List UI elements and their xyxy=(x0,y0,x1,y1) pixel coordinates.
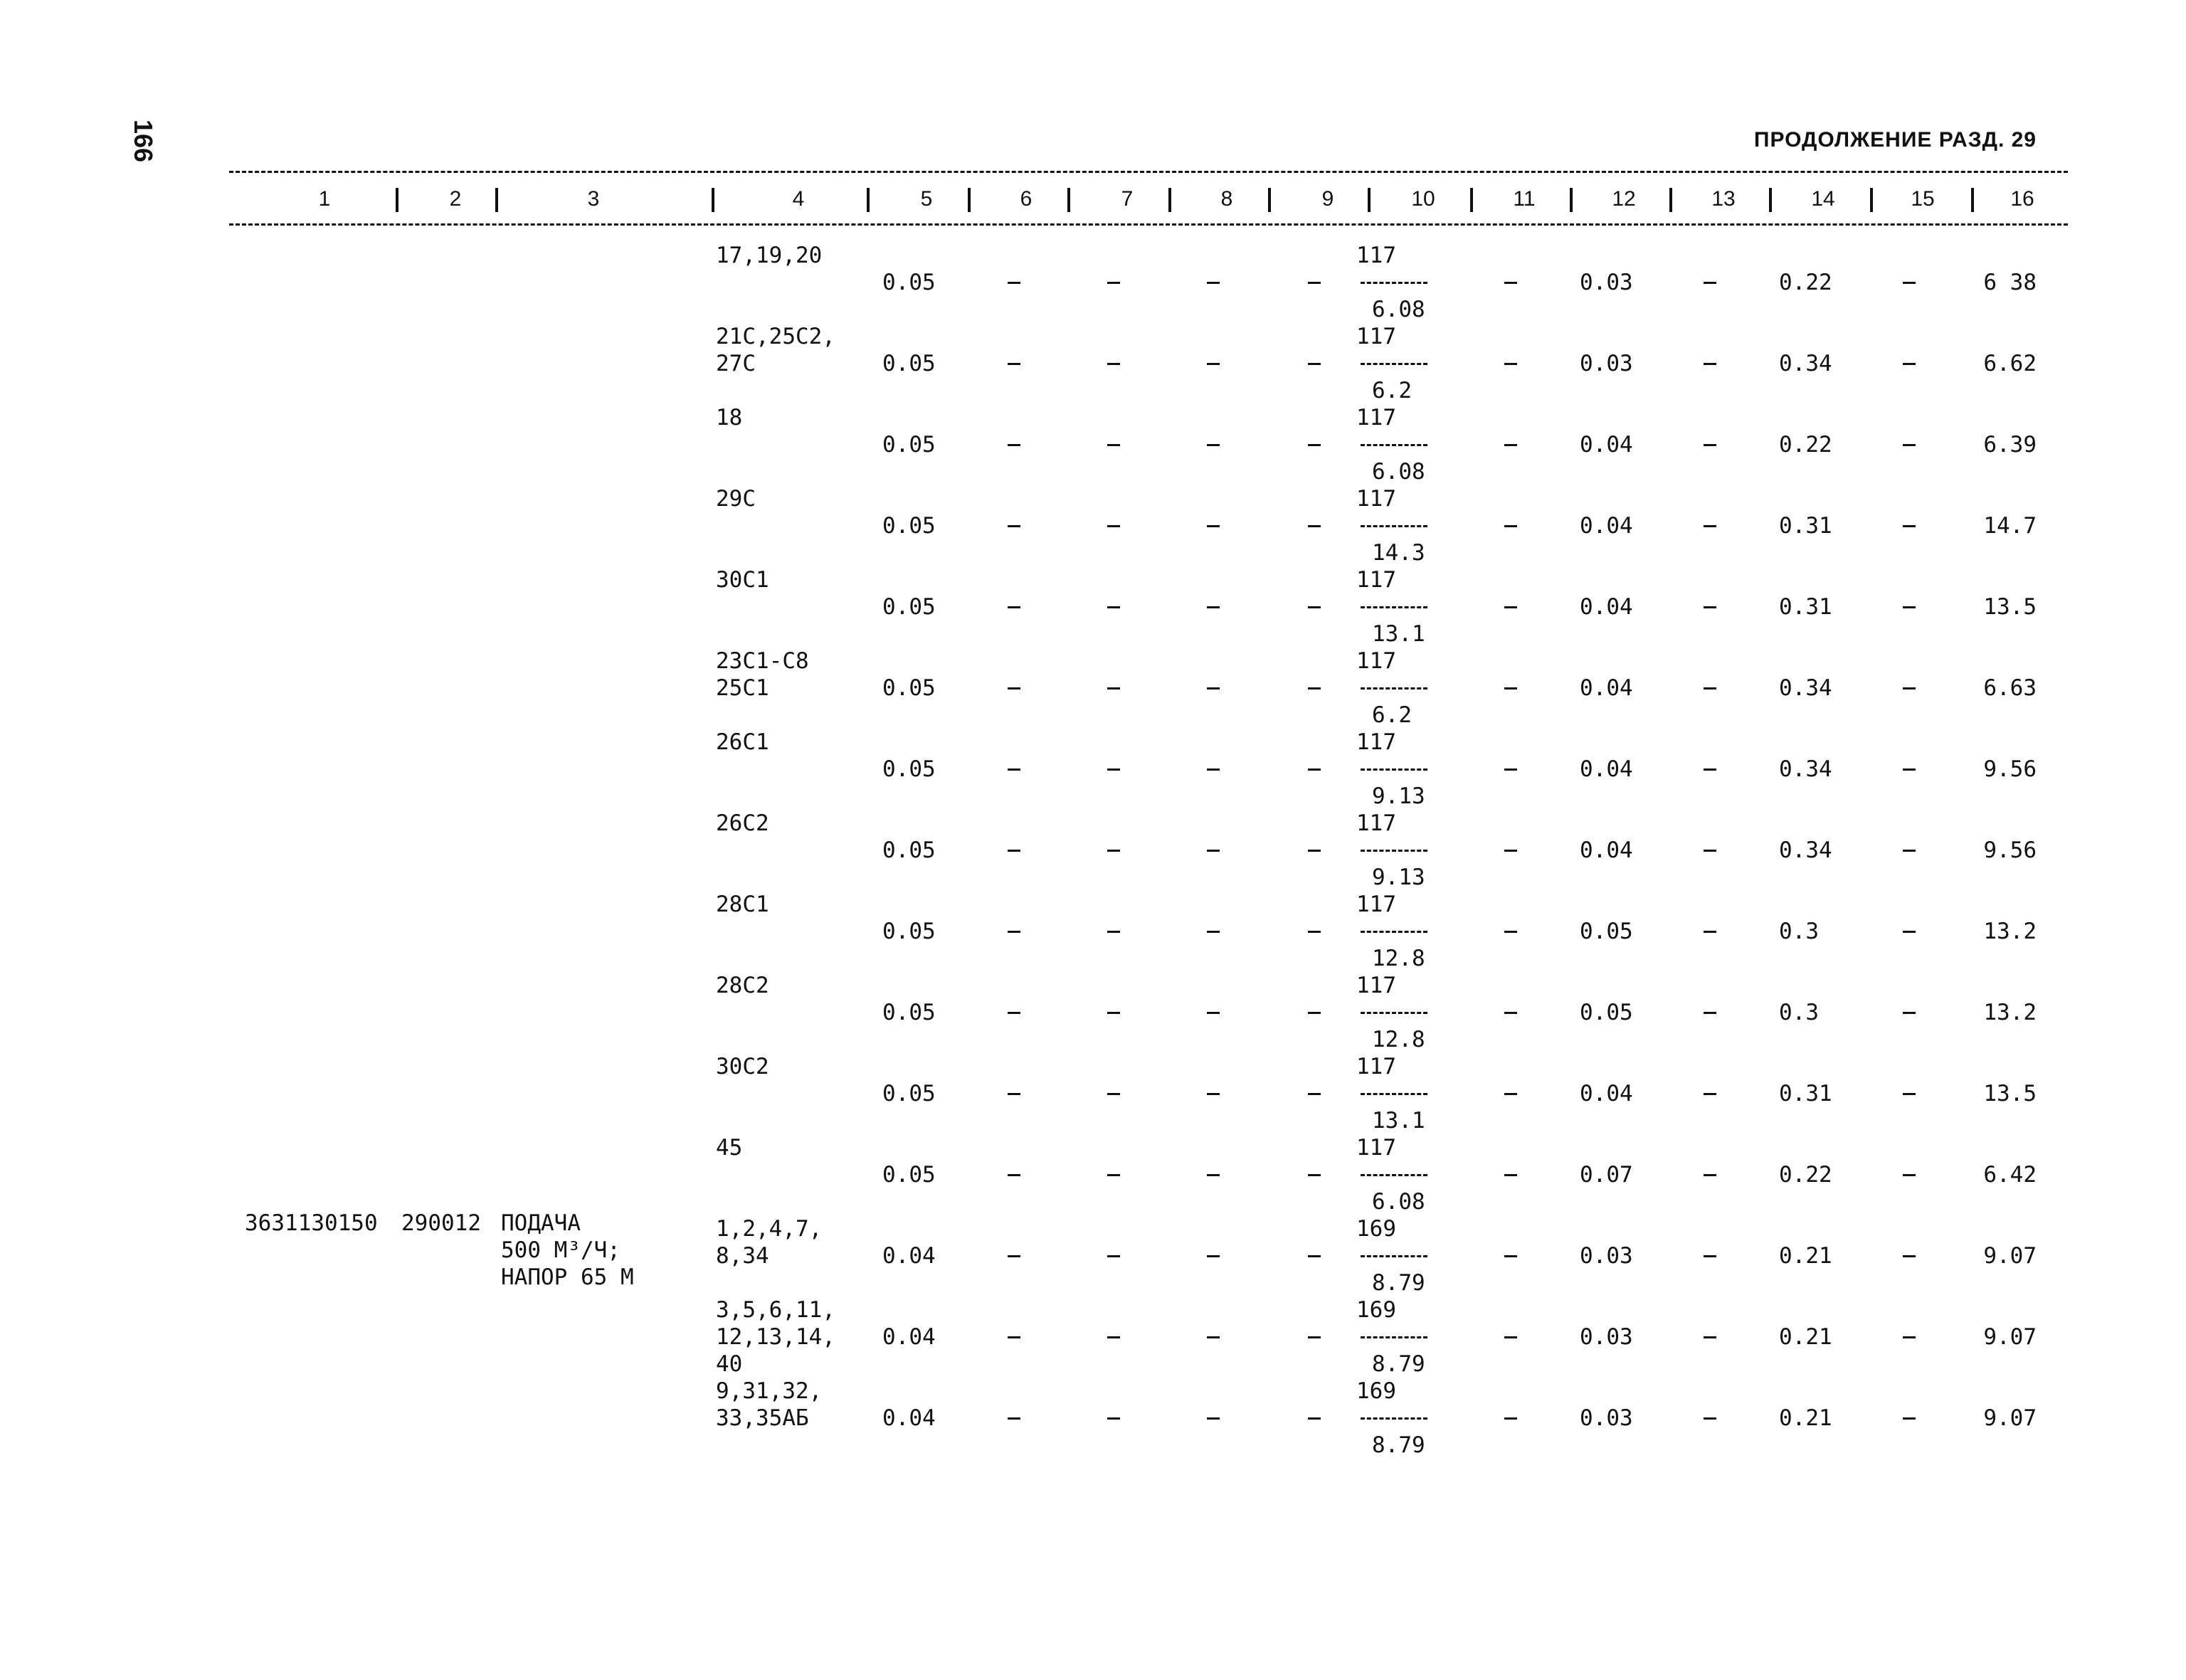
cell-col-5: 0.05 xyxy=(882,270,936,295)
cell-col-16: 13.5 xyxy=(1983,1081,2037,1106)
empty-value-dash xyxy=(1207,931,1220,933)
empty-value-dash xyxy=(1207,1417,1220,1420)
table-row xyxy=(0,404,2186,485)
cell-col-10-numerator: 117 xyxy=(1356,648,1396,674)
empty-value-dash xyxy=(1008,1336,1020,1338)
cell-col-10-denominator: 12.8 xyxy=(1372,1027,1425,1052)
row-label: 28С2 xyxy=(716,973,769,998)
cell-col-10-denominator: 6.08 xyxy=(1372,297,1425,322)
cell-col-12: 0.03 xyxy=(1580,1324,1633,1350)
cell-col-14: 0.34 xyxy=(1779,351,1832,376)
cell-col-10-numerator: 117 xyxy=(1356,324,1396,349)
cell-col-10-denominator: 8.79 xyxy=(1372,1270,1425,1296)
cell-col-12: 0.03 xyxy=(1580,1405,1633,1431)
cell-col-10-numerator: 169 xyxy=(1356,1378,1396,1404)
cell-col-5: 0.05 xyxy=(882,351,936,376)
empty-value-dash xyxy=(1504,850,1517,852)
row-label: 30С1 xyxy=(716,567,769,593)
fraction-bar xyxy=(1361,1174,1427,1176)
cell-col-12: 0.04 xyxy=(1580,1081,1633,1106)
fraction-bar xyxy=(1361,444,1427,446)
cell-col-16: 9.56 xyxy=(1983,838,2037,863)
empty-value-dash xyxy=(1504,606,1517,608)
cell-col-12: 0.04 xyxy=(1580,838,1633,863)
row-label: 26С1 xyxy=(716,729,769,755)
empty-value-dash xyxy=(1704,687,1716,690)
empty-value-dash xyxy=(1008,444,1020,446)
empty-value-dash xyxy=(1008,1417,1020,1420)
cell-col-10-numerator: 117 xyxy=(1356,892,1396,917)
table-row xyxy=(0,729,2186,810)
column-separator xyxy=(495,188,498,212)
fraction-bar xyxy=(1361,850,1427,852)
empty-value-dash xyxy=(1704,1174,1716,1176)
column-header-11: 11 xyxy=(1513,187,1536,211)
column-separator xyxy=(968,188,971,212)
empty-value-dash xyxy=(1308,768,1321,771)
empty-value-dash xyxy=(1008,1255,1020,1257)
empty-value-dash xyxy=(1704,282,1716,284)
column-header-8: 8 xyxy=(1220,187,1233,211)
column-header-9: 9 xyxy=(1321,187,1334,211)
empty-value-dash xyxy=(1504,768,1517,771)
empty-value-dash xyxy=(1308,1336,1321,1338)
row-label: 30С2 xyxy=(716,1054,769,1079)
empty-value-dash xyxy=(1308,525,1321,527)
cell-col-10-denominator: 8.79 xyxy=(1372,1351,1425,1377)
empty-value-dash xyxy=(1207,444,1220,446)
fraction-bar xyxy=(1361,282,1427,284)
cell-col-16: 6.39 xyxy=(1983,432,2037,458)
cell-col-14: 0.3 xyxy=(1779,919,1819,944)
empty-value-dash xyxy=(1308,1012,1321,1014)
column-header-7: 7 xyxy=(1121,187,1134,211)
cell-col-14: 0.31 xyxy=(1779,1081,1832,1106)
continuation-title: ПРОДОЛЖЕНИЕ РАЗД. 29 xyxy=(1753,128,2037,152)
empty-value-dash xyxy=(1308,282,1321,284)
empty-value-dash xyxy=(1704,444,1716,446)
cell-col-14: 0.21 xyxy=(1779,1243,1832,1269)
cell-col-14: 0.21 xyxy=(1779,1405,1832,1431)
cell-col-16: 13.2 xyxy=(1983,919,2037,944)
empty-value-dash xyxy=(1903,1012,1916,1014)
empty-value-dash xyxy=(1207,363,1220,365)
cell-col-10-denominator: 14.3 xyxy=(1372,540,1425,566)
empty-value-dash xyxy=(1107,1336,1120,1338)
empty-value-dash xyxy=(1008,687,1020,690)
empty-value-dash xyxy=(1504,1255,1517,1257)
empty-value-dash xyxy=(1008,606,1020,608)
cell-col-10-denominator: 9.13 xyxy=(1372,865,1425,890)
column-separator xyxy=(1268,188,1271,212)
cell-col-12: 0.05 xyxy=(1580,919,1633,944)
empty-value-dash xyxy=(1704,606,1716,608)
row-label: 17,19,20 xyxy=(716,243,823,268)
table-row xyxy=(0,1296,2186,1378)
cell-col-16: 9.07 xyxy=(1983,1324,2037,1350)
empty-value-dash xyxy=(1107,1417,1120,1420)
empty-value-dash xyxy=(1903,525,1916,527)
column-separator xyxy=(396,188,398,212)
empty-value-dash xyxy=(1903,1255,1916,1257)
cell-col-14: 0.34 xyxy=(1779,675,1832,701)
cell-col-12: 0.05 xyxy=(1580,1000,1633,1025)
cell-col-16: 13.2 xyxy=(1983,1000,2037,1025)
empty-value-dash xyxy=(1107,606,1120,608)
column-separator xyxy=(1971,188,1974,212)
cell-col-14: 0.22 xyxy=(1779,270,1832,295)
empty-value-dash xyxy=(1207,606,1220,608)
empty-value-dash xyxy=(1107,282,1120,284)
table-row xyxy=(0,648,2186,729)
empty-value-dash xyxy=(1504,363,1517,365)
empty-value-dash xyxy=(1107,687,1120,690)
fraction-bar xyxy=(1361,1336,1427,1338)
cell-col-14: 0.34 xyxy=(1779,756,1832,782)
row-label: 26С2 xyxy=(716,810,769,836)
empty-value-dash xyxy=(1704,1093,1716,1095)
empty-value-dash xyxy=(1504,1417,1517,1420)
column-separator xyxy=(712,188,714,212)
empty-value-dash xyxy=(1207,1012,1220,1014)
cell-col-10-denominator: 6.08 xyxy=(1372,459,1425,485)
empty-value-dash xyxy=(1903,444,1916,446)
empty-value-dash xyxy=(1308,1255,1321,1257)
empty-value-dash xyxy=(1704,1012,1716,1014)
cell-col-14: 0.22 xyxy=(1779,1162,1832,1188)
column-header-10: 10 xyxy=(1411,187,1435,211)
empty-value-dash xyxy=(1504,1174,1517,1176)
cell-col-10-numerator: 117 xyxy=(1356,810,1396,836)
empty-value-dash xyxy=(1008,363,1020,365)
empty-value-dash xyxy=(1207,687,1220,690)
empty-value-dash xyxy=(1504,1012,1517,1014)
empty-value-dash xyxy=(1207,1174,1220,1176)
empty-value-dash xyxy=(1903,768,1916,771)
column-header-3: 3 xyxy=(587,187,600,211)
empty-value-dash xyxy=(1308,363,1321,365)
fraction-bar xyxy=(1361,606,1427,608)
table-row xyxy=(0,972,2186,1053)
empty-value-dash xyxy=(1008,768,1020,771)
empty-value-dash xyxy=(1308,606,1321,608)
empty-value-dash xyxy=(1903,1336,1916,1338)
cell-col-10-denominator: 6.2 xyxy=(1372,702,1412,728)
cell-col-10-denominator: 9.13 xyxy=(1372,783,1425,809)
empty-value-dash xyxy=(1308,850,1321,852)
cell-col-12: 0.03 xyxy=(1580,270,1633,295)
column-header-6: 6 xyxy=(1020,187,1033,211)
cell-col-10-denominator: 12.8 xyxy=(1372,946,1425,971)
fraction-bar xyxy=(1361,363,1427,365)
empty-value-dash xyxy=(1308,931,1321,933)
empty-value-dash xyxy=(1504,1336,1517,1338)
column-header-15: 15 xyxy=(1911,187,1935,211)
cell-col-5: 0.05 xyxy=(882,838,936,863)
cell-col-14: 0.31 xyxy=(1779,513,1832,539)
cell-col-5: 0.05 xyxy=(882,1081,936,1106)
table-row xyxy=(0,1053,2186,1134)
table-row xyxy=(0,566,2186,648)
cell-col-16: 14.7 xyxy=(1983,513,2037,539)
empty-value-dash xyxy=(1107,1012,1120,1014)
column-separator xyxy=(1870,188,1873,212)
cell-col-10-numerator: 169 xyxy=(1356,1297,1396,1323)
cell-col-16: 6.42 xyxy=(1983,1162,2037,1188)
empty-value-dash xyxy=(1107,525,1120,527)
table-row xyxy=(0,323,2186,404)
empty-value-dash xyxy=(1903,1174,1916,1176)
cell-col-10-numerator: 117 xyxy=(1356,567,1396,593)
row-label: 23С1-С8 25С1 xyxy=(716,648,809,701)
cell-col-5: 0.04 xyxy=(882,1405,936,1431)
empty-value-dash xyxy=(1903,931,1916,933)
empty-value-dash xyxy=(1504,1093,1517,1095)
cell-col-5: 0.04 xyxy=(882,1324,936,1350)
empty-value-dash xyxy=(1107,768,1120,771)
cell-col-16: 13.5 xyxy=(1983,594,2037,620)
row-label: 29С xyxy=(716,486,756,512)
cell-col-10-numerator: 117 xyxy=(1356,405,1396,430)
empty-value-dash xyxy=(1107,931,1120,933)
empty-value-dash xyxy=(1107,363,1120,365)
header-rule-top xyxy=(229,171,2068,173)
cell-col-10-numerator: 169 xyxy=(1356,1216,1396,1242)
cell-col-5: 0.05 xyxy=(882,513,936,539)
fraction-bar xyxy=(1361,1417,1427,1420)
empty-value-dash xyxy=(1008,1174,1020,1176)
empty-value-dash xyxy=(1308,444,1321,446)
cell-col-14: 0.34 xyxy=(1779,838,1832,863)
empty-value-dash xyxy=(1008,931,1020,933)
cell-col-5: 0.05 xyxy=(882,1000,936,1025)
empty-value-dash xyxy=(1207,1336,1220,1338)
header-rule-bottom xyxy=(229,223,2068,226)
item-code: 3631130150 xyxy=(245,1210,378,1236)
empty-value-dash xyxy=(1207,1255,1220,1257)
column-separator xyxy=(1368,188,1371,212)
cell-col-14: 0.22 xyxy=(1779,432,1832,458)
cell-col-10-numerator: 117 xyxy=(1356,243,1396,268)
empty-value-dash xyxy=(1308,1417,1321,1420)
cell-col-12: 0.04 xyxy=(1580,513,1633,539)
fraction-bar xyxy=(1361,1255,1427,1257)
column-header-16: 16 xyxy=(2010,187,2034,211)
cell-col-16: 9.56 xyxy=(1983,756,2037,782)
empty-value-dash xyxy=(1704,1336,1716,1338)
row-label: 9,31,32, 33,35АБ xyxy=(716,1378,823,1431)
cell-col-5: 0.04 xyxy=(882,1243,936,1269)
cell-col-16: 9.07 xyxy=(1983,1243,2037,1269)
cell-col-5: 0.05 xyxy=(882,756,936,782)
cell-col-10-numerator: 117 xyxy=(1356,1135,1396,1161)
fraction-bar xyxy=(1361,1093,1427,1095)
cell-col-12: 0.04 xyxy=(1580,675,1633,701)
empty-value-dash xyxy=(1504,282,1517,284)
fraction-bar xyxy=(1361,525,1427,527)
cell-col-16: 9.07 xyxy=(1983,1405,2037,1431)
column-header-4: 4 xyxy=(792,187,805,211)
empty-value-dash xyxy=(1308,687,1321,690)
cell-col-12: 0.04 xyxy=(1580,756,1633,782)
table-row xyxy=(0,1134,2186,1215)
empty-value-dash xyxy=(1704,931,1716,933)
empty-value-dash xyxy=(1903,850,1916,852)
table-row xyxy=(0,891,2186,972)
empty-value-dash xyxy=(1207,850,1220,852)
column-separator xyxy=(867,188,870,212)
cell-col-12: 0.03 xyxy=(1580,1243,1633,1269)
page-number: 166 xyxy=(129,120,158,163)
cell-col-12: 0.03 xyxy=(1580,351,1633,376)
empty-value-dash xyxy=(1107,1174,1120,1176)
row-label: 1,2,4,7, 8,34 xyxy=(716,1216,823,1269)
empty-value-dash xyxy=(1704,1417,1716,1420)
fraction-bar xyxy=(1361,931,1427,933)
column-separator xyxy=(1570,188,1573,212)
cell-col-5: 0.05 xyxy=(882,1162,936,1188)
empty-value-dash xyxy=(1207,282,1220,284)
table-row xyxy=(0,242,2186,323)
empty-value-dash xyxy=(1903,1417,1916,1420)
cell-col-16: 6 38 xyxy=(1983,270,2037,295)
table-row xyxy=(0,1215,2186,1296)
empty-value-dash xyxy=(1903,282,1916,284)
empty-value-dash xyxy=(1107,444,1120,446)
cell-col-10-denominator: 8.79 xyxy=(1372,1432,1425,1458)
empty-value-dash xyxy=(1704,768,1716,771)
empty-value-dash xyxy=(1008,850,1020,852)
cell-col-16: 6.63 xyxy=(1983,675,2037,701)
cell-col-10-numerator: 117 xyxy=(1356,1054,1396,1079)
fraction-bar xyxy=(1361,1012,1427,1014)
row-label: 45 xyxy=(716,1135,743,1161)
empty-value-dash xyxy=(1008,282,1020,284)
cell-col-14: 0.31 xyxy=(1779,594,1832,620)
column-header-5: 5 xyxy=(920,187,933,211)
cell-col-12: 0.04 xyxy=(1580,594,1633,620)
empty-value-dash xyxy=(1903,1093,1916,1095)
empty-value-dash xyxy=(1107,1255,1120,1257)
empty-value-dash xyxy=(1207,768,1220,771)
column-header-12: 12 xyxy=(1612,187,1636,211)
cell-col-16: 6.62 xyxy=(1983,351,2037,376)
column-header-14: 14 xyxy=(1811,187,1835,211)
column-separator xyxy=(1168,188,1171,212)
empty-value-dash xyxy=(1207,1093,1220,1095)
cell-col-14: 0.21 xyxy=(1779,1324,1832,1350)
empty-value-dash xyxy=(1504,525,1517,527)
row-label: 28С1 xyxy=(716,892,769,917)
table-row xyxy=(0,1378,2186,1459)
empty-value-dash xyxy=(1308,1174,1321,1176)
table-row xyxy=(0,810,2186,891)
cell-col-10-denominator: 13.1 xyxy=(1372,1108,1425,1134)
empty-value-dash xyxy=(1008,1093,1020,1095)
cell-col-5: 0.05 xyxy=(882,432,936,458)
empty-value-dash xyxy=(1903,606,1916,608)
cell-col-10-denominator: 6.08 xyxy=(1372,1189,1425,1215)
empty-value-dash xyxy=(1903,687,1916,690)
empty-value-dash xyxy=(1008,1012,1020,1014)
column-header-2: 2 xyxy=(449,187,462,211)
column-separator xyxy=(1067,188,1070,212)
cell-col-5: 0.05 xyxy=(882,594,936,620)
empty-value-dash xyxy=(1504,931,1517,933)
row-label: 21С,25С2, 27С xyxy=(716,324,835,376)
cell-col-14: 0.3 xyxy=(1779,1000,1819,1025)
cell-col-12: 0.07 xyxy=(1580,1162,1633,1188)
cell-col-12: 0.04 xyxy=(1580,432,1633,458)
cell-col-10-numerator: 117 xyxy=(1356,973,1396,998)
cell-col-10-numerator: 117 xyxy=(1356,486,1396,512)
fraction-bar xyxy=(1361,768,1427,771)
cell-col-10-denominator: 6.2 xyxy=(1372,378,1412,403)
fraction-bar xyxy=(1361,687,1427,690)
empty-value-dash xyxy=(1107,1093,1120,1095)
empty-value-dash xyxy=(1704,363,1716,365)
item-code-secondary: 290012 xyxy=(401,1210,481,1236)
empty-value-dash xyxy=(1903,363,1916,365)
column-separator xyxy=(1669,188,1672,212)
empty-value-dash xyxy=(1704,525,1716,527)
empty-value-dash xyxy=(1008,525,1020,527)
item-description: ПОДАЧА 500 М³/Ч; НАПОР 65 М xyxy=(501,1210,634,1290)
cell-col-10-denominator: 13.1 xyxy=(1372,621,1425,647)
empty-value-dash xyxy=(1504,444,1517,446)
empty-value-dash xyxy=(1704,1255,1716,1257)
column-header-1: 1 xyxy=(318,187,331,211)
column-header-13: 13 xyxy=(1711,187,1736,211)
table-row xyxy=(0,485,2186,566)
cell-col-5: 0.05 xyxy=(882,919,936,944)
cell-col-5: 0.05 xyxy=(882,675,936,701)
empty-value-dash xyxy=(1207,525,1220,527)
empty-value-dash xyxy=(1107,850,1120,852)
cell-col-10-numerator: 117 xyxy=(1356,729,1396,755)
row-label: 3,5,6,11, 12,13,14, 40 xyxy=(716,1297,835,1377)
empty-value-dash xyxy=(1704,850,1716,852)
column-separator xyxy=(1470,188,1473,212)
column-separator xyxy=(1769,188,1772,212)
empty-value-dash xyxy=(1308,1093,1321,1095)
row-label: 18 xyxy=(716,405,743,430)
empty-value-dash xyxy=(1504,687,1517,690)
